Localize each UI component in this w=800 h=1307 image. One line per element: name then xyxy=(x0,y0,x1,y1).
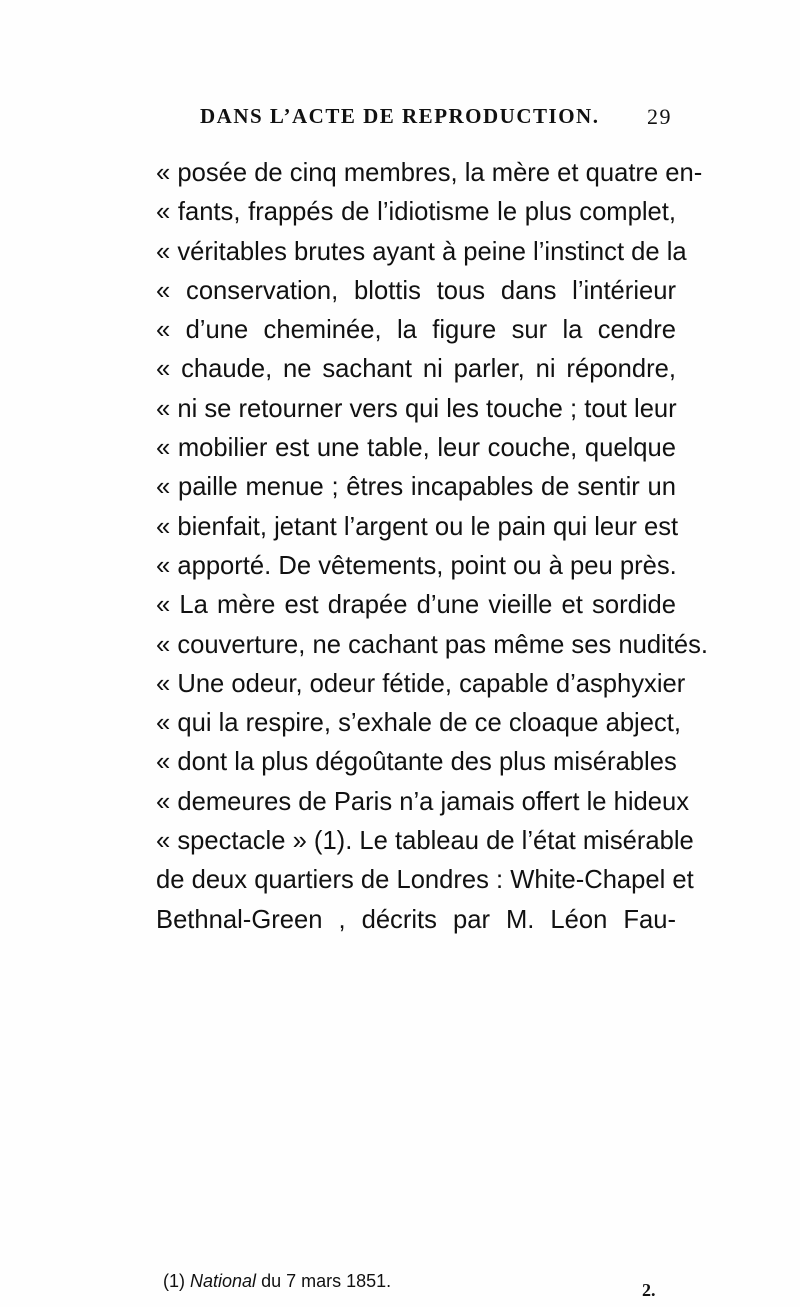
text-line: « qui la respire, s’exhale de ce cloaque abject, xyxy=(156,709,681,738)
text-line: « dont la plus dégoûtante des plus misérables xyxy=(156,748,677,777)
text-line: Bethnal-Green , décrits par M. Léon Fau- xyxy=(156,905,676,934)
footnote-text: du 7 mars 1851. xyxy=(261,1271,392,1291)
footnote xyxy=(163,1271,391,1292)
page-number: 29 xyxy=(647,104,672,129)
signature-mark: 2. xyxy=(642,1280,656,1300)
text-line: « La mère est drapée d’une vieille et sordide xyxy=(156,591,676,620)
text-line: « fants, frappés de l’idiotisme le plus complet, xyxy=(156,198,676,227)
text-line: « conservation, blottis tous dans l’intérieur xyxy=(156,276,676,305)
text-line: « mobilier est une table, leur couche, quelque xyxy=(156,434,676,463)
text-line: « posée de cinq membres, la mère et quatre en- xyxy=(156,159,703,187)
body-text xyxy=(156,154,708,940)
text-line: « apporté. De vêtements, point ou à peu près. xyxy=(156,551,677,580)
text-line: « spectacle » (1). Le tableau de l’état misérable xyxy=(156,827,694,856)
text-line: « bienfait, jetant l’argent ou le pain qui leur est xyxy=(156,512,679,541)
text-line: « véritables brutes ayant à peine l’instinct de la xyxy=(156,237,687,266)
text-line: « demeures de Paris n’a jamais offert le hideux xyxy=(156,787,690,816)
footnote-marker: (1) xyxy=(163,1271,185,1291)
text-line: « d’une cheminée, la figure sur la cendre xyxy=(156,316,676,345)
text-line: « chaude, ne sachant ni parler, ni répondre, xyxy=(156,355,676,384)
text-line: « couverture, ne cachant pas même ses nudités. xyxy=(156,630,708,659)
text-line: « paille menue ; êtres incapables de sentir un xyxy=(156,473,676,502)
footnote-source: National xyxy=(190,1271,257,1291)
text-line: « ni se retourner vers qui les touche ; tout leur xyxy=(156,394,677,423)
text-line: « Une odeur, odeur fétide, capable d’asphyxier xyxy=(156,669,686,698)
running-head xyxy=(200,104,680,129)
text-line: de deux quartiers de Londres : White-Chapel et xyxy=(156,866,694,895)
running-title: DANS L’ACTE DE REPRODUCTION. xyxy=(200,104,600,128)
